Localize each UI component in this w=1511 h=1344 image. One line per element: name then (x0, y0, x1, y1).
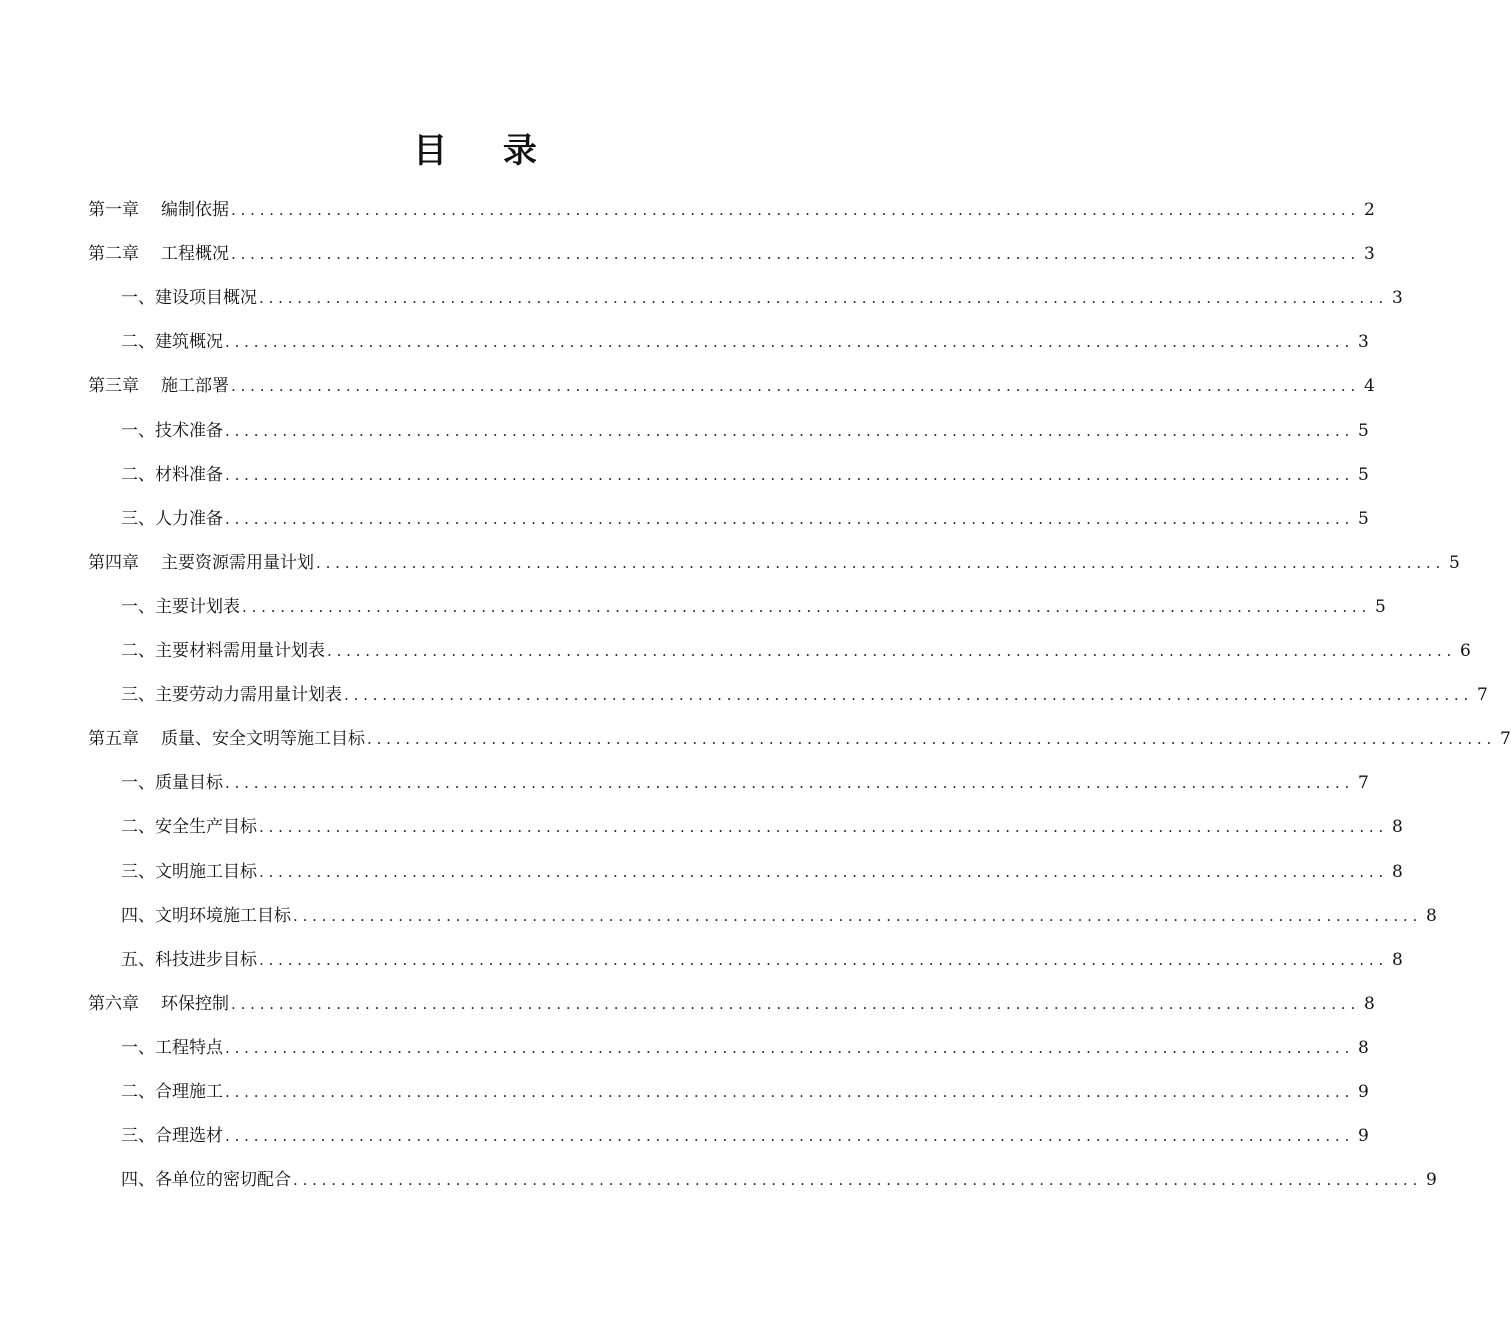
toc-page-number: 3 (1364, 244, 1375, 265)
toc-entry-text: 四、文明环境施工目标 (121, 905, 291, 926)
toc-section-entry[interactable] (121, 497, 1369, 541)
toc-chapter-entry[interactable] (88, 541, 1460, 585)
toc-entry-text: 三、合理选材 (121, 1126, 223, 1147)
toc-page-number: 8 (1364, 993, 1375, 1014)
toc-page-number: 7 (1500, 729, 1511, 750)
toc-page-number: 8 (1392, 817, 1403, 838)
toc-entry-text: 一、主要计划表 (121, 596, 240, 617)
toc-entry-text: 编制依据 (161, 200, 229, 220)
toc-dot-leader: ...................................................................................................................... (225, 509, 1355, 528)
toc-page-number: 5 (1358, 420, 1369, 441)
toc-dot-leader: ...................................................................................................................... (259, 289, 1389, 308)
toc-entry-text: 三、主要劳动力需用量计划表 (121, 685, 342, 706)
toc-page-number: 5 (1375, 596, 1386, 617)
toc-entry-text: 质量、安全文明等施工目标 (161, 729, 365, 750)
toc-page-number: 7 (1358, 773, 1369, 794)
toc-section-entry[interactable] (121, 1026, 1369, 1070)
toc-dot-leader: ...................................................................................................................... (225, 1127, 1355, 1146)
toc-entry-text: 二、安全生产目标 (121, 817, 257, 838)
toc-dot-leader: ...................................................................................................................... (259, 950, 1389, 969)
toc-section-entry[interactable] (121, 585, 1386, 629)
toc-entry-text: 五、科技进步目标 (121, 949, 257, 970)
toc-entry-text: 一、工程特点 (121, 1037, 223, 1058)
toc-section-entry[interactable] (121, 673, 1488, 717)
toc-section-entry[interactable] (121, 1158, 1437, 1202)
toc-entry-label (88, 992, 229, 1016)
toc-title: 目 录 (413, 131, 559, 171)
toc-entry-text: 一、建设项目概况 (121, 288, 257, 309)
toc-dot-leader: ...................................................................................................................... (225, 1038, 1355, 1057)
toc-dot-leader: ...................................................................................................................... (231, 377, 1361, 396)
toc-dot-leader: ...................................................................................................................... (225, 333, 1355, 352)
toc-chapter-number: 第一章 (88, 200, 139, 220)
toc-entry-label (121, 463, 223, 487)
toc-dot-leader: ...................................................................................................................... (293, 1171, 1423, 1190)
toc-entry-label (88, 198, 229, 222)
toc-section-entry[interactable] (121, 1114, 1369, 1158)
toc-dot-leader: ...................................................................................................................... (327, 642, 1457, 660)
toc-entry-text: 二、主要材料需用量计划表 (121, 641, 325, 661)
toc-page-number: 6 (1460, 641, 1471, 661)
toc-entry-text: 一、质量目标 (121, 773, 223, 794)
toc-chapter-number: 第二章 (88, 244, 139, 265)
toc-section-entry[interactable] (121, 938, 1403, 982)
toc-section-entry[interactable] (121, 1070, 1369, 1114)
toc-entry-text: 二、材料准备 (121, 464, 223, 485)
toc-chapter-entry[interactable] (88, 717, 1511, 761)
toc-chapter-number: 第四章 (88, 552, 139, 573)
toc-entry-text: 四、各单位的密切配合 (121, 1170, 291, 1191)
toc-dot-leader: ...................................................................................................................... (225, 1083, 1355, 1101)
toc-dot-leader: ...................................................................................................................... (231, 994, 1361, 1013)
toc-dot-leader: ...................................................................................................................... (231, 245, 1361, 264)
toc-entry-label (121, 419, 223, 443)
toc-page-number: 5 (1358, 464, 1369, 485)
toc-entry-text: 二、合理施工 (121, 1082, 223, 1102)
toc-entry-text: 三、人力准备 (121, 508, 223, 529)
toc-entry-text: 二、建筑概况 (121, 332, 223, 353)
toc-page-number: 8 (1392, 949, 1403, 970)
toc-entry-label (121, 904, 291, 928)
toc-page-number: 2 (1364, 200, 1375, 220)
toc-entry-label (121, 771, 223, 795)
toc-entry-label (121, 1036, 223, 1060)
toc-section-entry[interactable] (121, 850, 1403, 894)
toc-chapter-number: 第六章 (88, 993, 139, 1014)
toc-section-entry[interactable] (121, 453, 1369, 497)
toc-entry-label (121, 507, 223, 531)
toc-dot-leader: ...................................................................................................................... (316, 553, 1446, 572)
toc-page-number: 4 (1364, 376, 1375, 397)
toc-section-entry[interactable] (121, 276, 1403, 320)
toc-page-number: 8 (1392, 861, 1403, 882)
toc-entry-text: 环保控制 (161, 993, 229, 1014)
toc-page-number: 9 (1358, 1082, 1369, 1102)
toc-entry-label (121, 1080, 223, 1104)
toc-entry-label (121, 948, 257, 972)
toc-dot-leader: ...................................................................................................................... (225, 465, 1355, 484)
toc-entry-label (121, 683, 342, 707)
toc-chapter-number: 第三章 (88, 376, 139, 397)
toc-chapter-entry[interactable] (88, 364, 1375, 408)
toc-page-number: 8 (1426, 905, 1437, 926)
toc-page-number: 3 (1392, 288, 1403, 309)
toc-page-number: 8 (1358, 1037, 1369, 1058)
toc-entry-label (88, 727, 365, 751)
toc-dot-leader: ...................................................................................................................... (259, 818, 1389, 837)
toc-entry-text: 施工部署 (161, 376, 229, 397)
toc-page-number: 7 (1477, 685, 1488, 706)
toc-dot-leader: ...................................................................................................................... (259, 862, 1389, 881)
toc-dot-leader: ...................................................................................................................... (225, 774, 1355, 793)
toc-chapter-number: 第五章 (88, 729, 139, 750)
toc-entry-label (121, 595, 240, 619)
toc-entry-text: 一、技术准备 (121, 420, 223, 441)
toc-dot-leader: ...................................................................................................................... (225, 421, 1355, 440)
toc-section-entry[interactable] (121, 409, 1369, 453)
toc-entry-text: 工程概况 (161, 244, 229, 265)
toc-chapter-entry[interactable] (88, 982, 1375, 1026)
toc-entry-label (88, 242, 229, 266)
toc-entry-label (121, 860, 257, 884)
toc-entry-label (88, 374, 229, 398)
toc-entry-label (121, 1124, 223, 1148)
toc-section-entry[interactable] (121, 320, 1369, 364)
toc-chapter-entry[interactable] (88, 188, 1375, 232)
toc-page-number: 9 (1426, 1170, 1437, 1191)
toc-page-number: 5 (1449, 552, 1460, 573)
toc-page-number: 5 (1358, 508, 1369, 529)
toc-dot-leader: ...................................................................................................................... (242, 597, 1372, 616)
toc-section-entry[interactable] (121, 894, 1437, 938)
toc-dot-leader: ...................................................................................................................... (293, 906, 1423, 925)
toc-entry-label (121, 815, 257, 839)
toc-page-number: 9 (1358, 1126, 1369, 1147)
toc-entry-label (121, 286, 257, 310)
toc-entry-label (121, 330, 223, 354)
toc-section-entry[interactable] (121, 805, 1403, 849)
toc-entry-label (121, 639, 325, 663)
toc-page-number: 3 (1358, 332, 1369, 353)
toc-section-entry[interactable] (121, 761, 1369, 805)
toc-dot-leader: ...................................................................................................................... (231, 201, 1361, 219)
toc-entry-text: 主要资源需用量计划 (161, 552, 314, 573)
toc-dot-leader: ...................................................................................................................... (367, 730, 1497, 749)
toc-dot-leader: ...................................................................................................................... (344, 686, 1474, 705)
toc-chapter-entry[interactable] (88, 232, 1375, 276)
toc-entry-label (121, 1168, 291, 1192)
toc-entry-label (88, 551, 314, 575)
toc-section-entry[interactable] (121, 629, 1471, 673)
toc-entry-text: 三、文明施工目标 (121, 861, 257, 882)
